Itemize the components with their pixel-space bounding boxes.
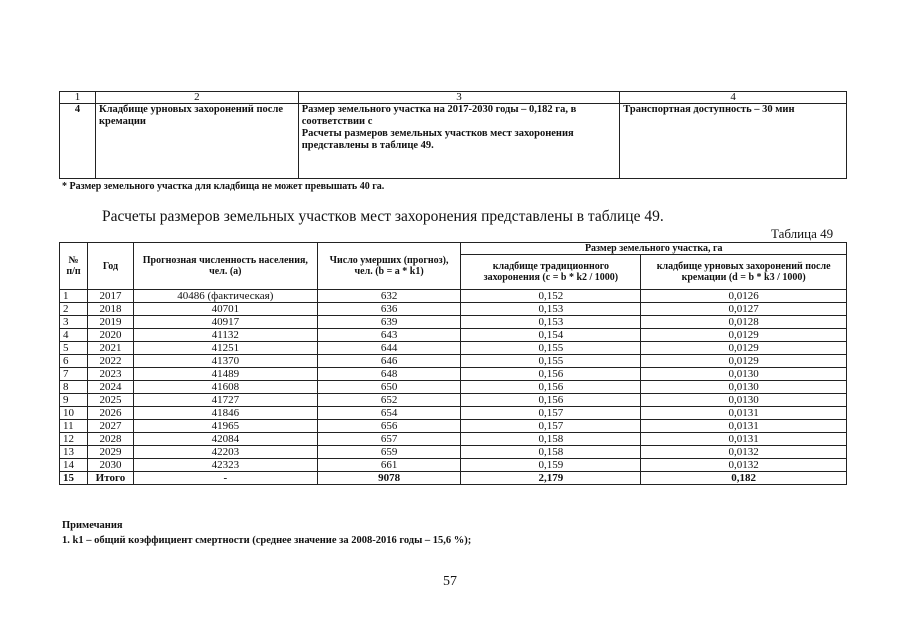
cell-urn: 0,0131: [641, 420, 847, 433]
cell-year: 2023: [87, 368, 133, 381]
cell-total-urn: 0,182: [641, 472, 847, 485]
header-num: № п/п: [60, 243, 88, 290]
cell-urn: 0,0128: [641, 316, 847, 329]
cell-year: 2017: [87, 290, 133, 303]
table-row: [60, 407, 847, 420]
cell-num: 7: [60, 368, 88, 381]
cell-traditional: 0,159: [461, 459, 641, 472]
cell-population: 41727: [133, 394, 317, 407]
cell-population: 41608: [133, 381, 317, 394]
col-header-1: 1: [60, 92, 96, 104]
cell-total-label: Итого: [87, 472, 133, 485]
cell-num: 5: [60, 342, 88, 355]
cell-urn: 0,0130: [641, 368, 847, 381]
cell-year: 2022: [87, 355, 133, 368]
land-size-cell: [298, 104, 620, 179]
intro-paragraph: Расчеты размеров земельных участков мест захоронения представлены в таблице 49.: [102, 208, 664, 225]
previous-table-row: [60, 104, 847, 179]
cell-deaths: 652: [317, 394, 461, 407]
header-area: Размер земельного участка, га: [461, 243, 847, 255]
cell-num: 1: [60, 290, 88, 303]
cell-year: 2019: [87, 316, 133, 329]
cell-population: 40486 (фактическая): [133, 290, 317, 303]
cell-traditional: 0,153: [461, 316, 641, 329]
note-item-1: 1. k1 – общий коэффициент смертности (среднее значение за 2008-2016 годы – 15,6 %);: [62, 535, 472, 546]
previous-table: [59, 91, 847, 179]
cell-urn: 0,0132: [641, 459, 847, 472]
table-49: [59, 242, 847, 485]
cell-total-population: -: [133, 472, 317, 485]
row-number: 4: [60, 104, 96, 179]
cell-urn: 0,0130: [641, 381, 847, 394]
cell-urn: 0,0126: [641, 290, 847, 303]
cell-urn: 0,0127: [641, 303, 847, 316]
cell-population: 41370: [133, 355, 317, 368]
header-population: Прогнозная численность населения, чел. (a): [133, 243, 317, 290]
cemetery-type: Кладбище урновых захоронений после кремации: [95, 104, 298, 179]
header-urn: кладбище урновых захоронений после кремации (d = b * k3 / 1000): [641, 255, 847, 290]
cell-traditional: 0,158: [461, 433, 641, 446]
cell-traditional: 0,153: [461, 303, 641, 316]
cell-year: 2029: [87, 446, 133, 459]
cell-deaths: 661: [317, 459, 461, 472]
table-row: [60, 459, 847, 472]
cell-num: 13: [60, 446, 88, 459]
cell-num: 3: [60, 316, 88, 329]
cell-deaths: 632: [317, 290, 461, 303]
table-49-header-row1: [60, 243, 847, 255]
table-row: [60, 446, 847, 459]
cell-deaths: 643: [317, 329, 461, 342]
cell-year: 2020: [87, 329, 133, 342]
cell-traditional: 0,156: [461, 368, 641, 381]
table-row: [60, 342, 847, 355]
cell-deaths: 656: [317, 420, 461, 433]
cell-year: 2028: [87, 433, 133, 446]
cell-urn: 0,0129: [641, 329, 847, 342]
table-row: [60, 329, 847, 342]
notes-title: Примечания: [62, 520, 123, 531]
table-49-body: [60, 290, 847, 485]
cell-population: 41965: [133, 420, 317, 433]
cell-population: 41489: [133, 368, 317, 381]
cell-num: 6: [60, 355, 88, 368]
cell-deaths: 644: [317, 342, 461, 355]
cell-urn: 0,0131: [641, 407, 847, 420]
table-row: [60, 303, 847, 316]
table-row: [60, 316, 847, 329]
cell-urn: 0,0132: [641, 446, 847, 459]
table-row: [60, 381, 847, 394]
table-row: [60, 355, 847, 368]
header-year: Год: [87, 243, 133, 290]
col-header-4: 4: [620, 92, 847, 104]
cell-deaths: 657: [317, 433, 461, 446]
cell-traditional: 0,154: [461, 329, 641, 342]
cell-num: 12: [60, 433, 88, 446]
cell-year: 2018: [87, 303, 133, 316]
cell-urn: 0,0129: [641, 355, 847, 368]
cell-num: 8: [60, 381, 88, 394]
table-row: [60, 394, 847, 407]
cell-traditional: 0,157: [461, 420, 641, 433]
cell-population: 41132: [133, 329, 317, 342]
col-header-2: 2: [95, 92, 298, 104]
cell-num: 4: [60, 329, 88, 342]
cell-num: 11: [60, 420, 88, 433]
cell-population: 42203: [133, 446, 317, 459]
cell-traditional: 0,155: [461, 355, 641, 368]
cell-traditional: 0,156: [461, 394, 641, 407]
col-header-3: 3: [298, 92, 620, 104]
cell-total-traditional: 2,179: [461, 472, 641, 485]
cell-urn: 0,0130: [641, 394, 847, 407]
cell-traditional: 0,152: [461, 290, 641, 303]
land-size-line2: Расчеты размеров земельных участков мест захоронения представлены в таблице 49.: [301, 128, 574, 151]
transport-access: Транспортная доступность – 30 мин: [620, 104, 847, 179]
cell-year: 2024: [87, 381, 133, 394]
cell-year: 2027: [87, 420, 133, 433]
cell-traditional: 0,155: [461, 342, 641, 355]
table-caption: Таблица 49: [771, 226, 834, 241]
table-row: [60, 290, 847, 303]
cell-year: 2030: [87, 459, 133, 472]
cell-deaths: 654: [317, 407, 461, 420]
cell-population: 42323: [133, 459, 317, 472]
cell-traditional: 0,158: [461, 446, 641, 459]
cell-deaths: 646: [317, 355, 461, 368]
table-row: [60, 420, 847, 433]
cell-urn: 0,0131: [641, 433, 847, 446]
previous-table-header: [60, 92, 847, 104]
table-total-row: [60, 472, 847, 485]
cell-num: 2: [60, 303, 88, 316]
cell-population: 42084: [133, 433, 317, 446]
table-row: [60, 433, 847, 446]
cell-population: 40701: [133, 303, 317, 316]
cell-deaths: 648: [317, 368, 461, 381]
cell-num: 14: [60, 459, 88, 472]
cell-traditional: 0,157: [461, 407, 641, 420]
cell-population: 41846: [133, 407, 317, 420]
cell-traditional: 0,156: [461, 381, 641, 394]
cell-population: 40917: [133, 316, 317, 329]
cell-year: 2021: [87, 342, 133, 355]
cell-total-deaths: 9078: [317, 472, 461, 485]
header-deaths: Число умерших (прогноз), чел. (b = a * k1): [317, 243, 461, 290]
footnote: * Размер земельного участка для кладбища не может превышать 40 га.: [62, 181, 385, 192]
cell-deaths: 650: [317, 381, 461, 394]
cell-year: 2026: [87, 407, 133, 420]
cell-num: 9: [60, 394, 88, 407]
cell-total-num: 15: [60, 472, 88, 485]
cell-urn: 0,0129: [641, 342, 847, 355]
table-row: [60, 368, 847, 381]
cell-deaths: 659: [317, 446, 461, 459]
cell-deaths: 636: [317, 303, 461, 316]
cell-year: 2025: [87, 394, 133, 407]
land-size-line1: Размер земельного участка на 2017-2030 годы – 0,182 га, в соответствии с: [301, 104, 577, 127]
cell-population: 41251: [133, 342, 317, 355]
header-traditional: кладбище традиционного захоронения (c = b * k2 / 1000): [461, 255, 641, 290]
cell-num: 10: [60, 407, 88, 420]
cell-deaths: 639: [317, 316, 461, 329]
page-number: 57: [443, 574, 457, 589]
